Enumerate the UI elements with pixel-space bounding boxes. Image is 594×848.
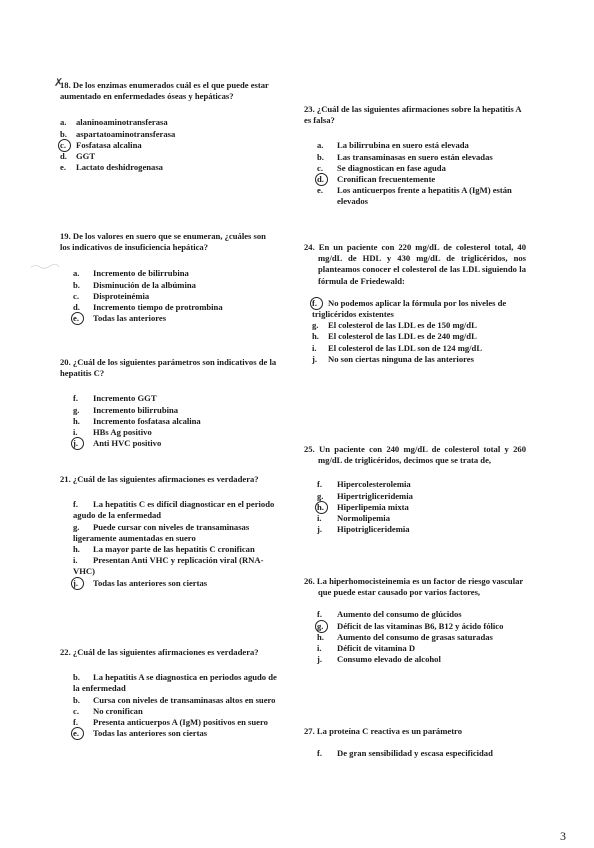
option-e-selected: e. Todas las anteriores son ciertas — [73, 728, 208, 739]
question-26 — [304, 576, 526, 665]
option-i: i. Déficit de vitamina D — [317, 643, 416, 654]
option-f: f. De gran sensibilidad y escasa especificidad — [317, 748, 493, 759]
question-20 — [60, 357, 278, 449]
question-21 — [60, 474, 278, 589]
option-f: f. Presenta anticuerpos A (IgM) positivos en suero — [73, 717, 268, 728]
question-stem: 18. De los enzimas enumerados cuál es el que puede estar aumentado en enfermedades óseas y hepáticas? — [60, 80, 269, 102]
question-stem: 21. ¿Cuál de las siguientes afirmaciones es verdadera? — [60, 474, 259, 484]
option-d-selected: d. Cronifican frecuentemente — [317, 174, 436, 185]
option-a: a. alaninoaminotransferasa — [60, 117, 168, 128]
option-f: f. Incremento GGT — [73, 393, 157, 404]
option-c: c. No cronifican — [73, 705, 143, 716]
option-e-selected: e. Todas las anteriores — [73, 313, 167, 324]
option-b: b. Las transaminasas en suero están elevadas — [317, 151, 493, 162]
option-c: c. Se diagnostican en fase aguda — [317, 162, 446, 173]
option-c-selected: c. Fosfatasa alcalina — [60, 139, 142, 150]
option-h: h. Aumento del consumo de grasas saturadas — [317, 631, 493, 642]
option-i: i. Presentan Anti VHC y replicación viral (RNA-VHC) — [73, 555, 264, 577]
option-h: h. La mayor parte de las hepatitis C cronifican — [73, 544, 255, 555]
option-c: c. Disproteinémia — [73, 290, 150, 301]
question-19 — [60, 231, 278, 324]
question-stem: 26. La hiperhomocisteinemia es un factor de riesgo vascular que puede estar causado por varios factores, — [304, 576, 524, 598]
option-j-selected: j. Todas las anteriores son ciertas — [73, 577, 208, 588]
option-h-selected: h. Hiperlipemia mixta — [317, 501, 409, 512]
option-f-selected: f. No podemos aplicar la fórmula por los niveles de triglicéridos existentes — [312, 297, 507, 320]
question-25 — [304, 444, 526, 535]
option-i: i. El colesterol de las LDL son de 124 mg/dL — [312, 342, 483, 353]
option-g: g. Hipertrigliceridemia — [317, 490, 413, 501]
option-d: d. GGT — [60, 151, 96, 162]
option-j-selected: j. Anti HVC positivo — [73, 438, 162, 449]
option-a: a. Incremento de bilirrubina — [73, 268, 189, 279]
option-a: a. La bilirrubina en suero está elevada — [317, 140, 469, 151]
option-e: e. Lactato deshidrogenasa — [60, 162, 163, 173]
question-stem: 23. ¿Cuál de las siguientes afirmaciones sobre la hepatitis A es falsa? — [304, 104, 522, 126]
option-b: b. Disminución de la albúmina — [73, 279, 196, 290]
option-h: h. Incremento fosfatasa alcalina — [73, 415, 201, 426]
option-j: j. Consumo elevado de alcohol — [317, 654, 441, 665]
option-h: h. El colesterol de las LDL es de 240 mg/dL — [312, 331, 477, 342]
option-j: j. Hipotrigliceridemia — [317, 524, 410, 535]
question-stem: 25. Un paciente con 240 mg/dL de colesterol total y 260 mg/dL de triglicéridos, decimos que se trata de, — [304, 444, 526, 466]
question-stem: 24. En un paciente con 220 mg/dL de colesterol total, 40 mg/dL de HDL y 430 mg/dL de triglicéridos, nos planteamos conocer el colesterol de las LDL siguiendo la fórmula de Friedewald: — [304, 242, 526, 286]
option-d: d. Incremento tiempo de protrombina — [73, 302, 223, 313]
option-j: j. No son ciertas ninguna de las anteriores — [312, 353, 474, 364]
question-23 — [304, 104, 526, 208]
option-i: i. Normolipemia — [317, 513, 390, 524]
option-g: g. Incremento bilirrubina — [73, 404, 179, 415]
option-b: b. aspartatoaminotransferasa — [60, 128, 176, 139]
option-g: g. Puede cursar con niveles de transaminasas ligeramente aumentadas en suero — [73, 521, 250, 543]
question-18 — [54, 77, 278, 173]
option-b1: b. La hepatitis A se diagnostica en periodos agudo de la enfermedad — [73, 672, 277, 694]
option-i: i. HBs Ag positivo — [73, 427, 152, 438]
question-27 — [304, 726, 526, 759]
question-stem: 20. ¿Cuál de los siguientes parámetros son indicativos de la hepatitis C? — [60, 357, 277, 379]
question-stem: 19. De los valores en suero que se enumeran, ¿cuáles son los indicativos de insuficiencia hepática? — [60, 231, 266, 253]
option-e: e. Los anticuerpos frente a hepatitis A (IgM) están elevados — [317, 185, 512, 207]
option-b2: b. Cursa con niveles de transaminasas altos en suero — [73, 694, 276, 705]
question-22 — [60, 647, 278, 739]
question-stem: 27. La proteína C reactiva es un parámetro — [304, 726, 463, 736]
option-g: g. El colesterol de las LDL es de 150 mg/dL — [312, 320, 477, 331]
option-f: f. Hipercolesterolemia — [317, 479, 411, 490]
question-stem: 22. ¿Cuál de las siguientes afirmaciones es verdadera? — [60, 647, 259, 657]
pencil-scribble — [30, 263, 60, 269]
option-f: f. Aumento del consumo de glúcidos — [317, 609, 462, 620]
option-f: f. La hepatitis C es difícil diagnosticar en el periodo agudo de la enfermedad — [73, 499, 275, 521]
x-mark-icon: ✗ — [54, 77, 64, 89]
option-g-selected: g. Déficit de las vitaminas B6, B12 y ácido fólico — [317, 620, 504, 631]
question-24 — [304, 242, 526, 365]
page-number: 3 — [560, 828, 566, 843]
